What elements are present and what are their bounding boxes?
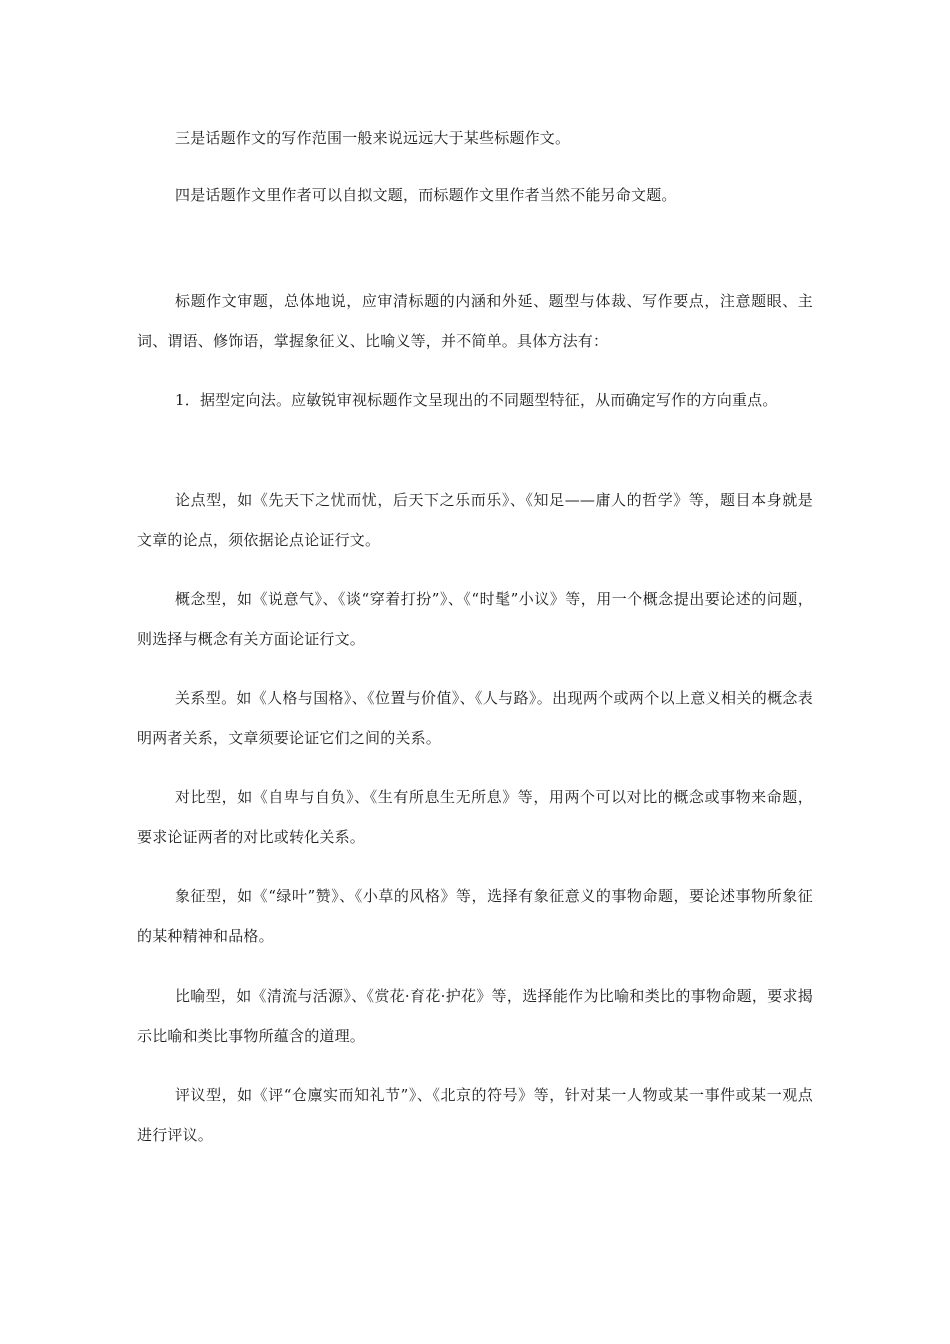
paragraph-1: 三是话题作文的写作范围一般来说远远大于某些标题作文。: [175, 129, 571, 147]
paragraph-8: 对比型，如《自卑与自负》、《生有所息生无所息》等，用两个可以对比的概念或事物来命题，要求论证两者的对比或转化关系。: [137, 788, 813, 846]
paragraph-11: 评议型，如《评“仓廪实而知礼节”》、《北京的符号》等，针对某一人物或某一事件或某一观点进行评议。: [137, 1086, 813, 1144]
paragraph-7: 关系型。如《人格与国格》、《位置与价值》、《人与路》。出现两个或两个以上意义相关的概念表明两者关系，文章须要论证它们之间的关系。: [137, 689, 813, 747]
paragraph-3: 标题作文审题，总体地说，应审清标题的内涵和外延、题型与体裁、写作要点，注意题眼、主词、谓语、修饰语，掌握象征义、比喻义等，并不简单。具体方法有：: [137, 292, 813, 350]
paragraph-6: 概念型，如《说意气》、《谈“穿着打扮”》、《“时髦”小议》等，用一个概念提出要论述的问题，则选择与概念有关方面论证行文。: [137, 590, 813, 648]
paragraph-9: 象征型，如《“绿叶”赞》、《小草的风格》等，选择有象征意义的事物命题，要论述事物所象征的某种精神和品格。: [137, 887, 813, 945]
paragraph-10: 比喻型，如《清流与活源》、《赏花·育花·护花》等，选择能作为比喻和类比的事物命题，要求揭示比喻和类比事物所蕴含的道理。: [137, 987, 813, 1045]
paragraph-2: 四是话题作文里作者可以自拟文题，而标题作文里作者当然不能另命文题。: [175, 186, 677, 204]
paragraph-5: 论点型，如《先天下之忧而忧，后天下之乐而乐》、《知足——庸人的哲学》等，题目本身就是文章的论点，须依据论点论证行文。: [137, 491, 813, 549]
paragraph-4: 1．据型定向法。应敏锐审视标题作文呈现出的不同题型特征，从而确定写作的方向重点。: [175, 391, 778, 409]
